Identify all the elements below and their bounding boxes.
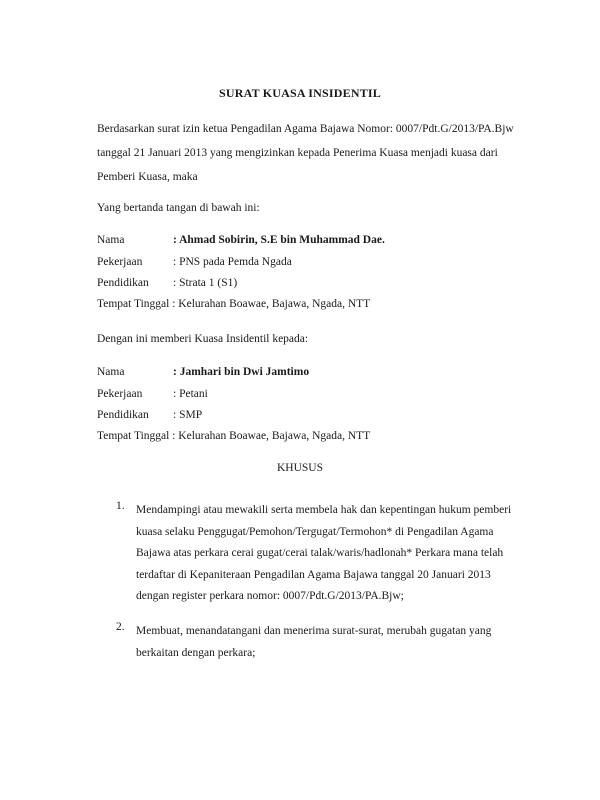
list-item-line: terdaftar di Kepaniteraan Pengadilan Agama Bajawa tanggal 20 Januari 2013 [136,568,491,581]
list-item-line: Membuat, menandatangani dan menerima surat-surat, merubah gugatan yang [136,625,492,637]
document-title: SURAT KUASA INSIDENTIL [218,86,381,100]
list-item-line: Mendampingi atau mewakili serta membela hak dan kepentingan hukum pemberi [136,504,512,516]
receiver-name-label: Nama [97,366,125,378]
receiver-address-label: Tempat Tinggal [97,430,170,442]
list-item-text [136,621,526,664]
receiver-name-row [97,366,309,378]
receiver-education-row [97,409,202,421]
list-item-line: berkaitan dengan perkara; [136,646,256,659]
list-item-number: 2. [116,621,125,633]
receiver-name-value: : Jamhari bin Dwi Jamtimo [173,366,310,378]
giver-name-row [97,234,385,246]
giver-job-row [97,256,292,268]
intro-line-1: Berdasarkan surat izin ketua Pengadilan Agama Bajawa Nomor: 0007/Pdt.G/2013/PA.Bjw [97,123,514,135]
receiver-job-row [97,388,208,400]
receiver-education-value: : SMP [173,409,203,421]
giver-job-label: Pekerjaan [97,256,143,268]
list-item-line: Bajawa atas perkara cerai gugat/cerai talak/waris/hadlonah* Perkara mana telah [136,547,504,559]
signer-intro: Yang bertanda tangan di bawah ini: [97,202,260,214]
receiver-job-value: : Petani [173,388,208,400]
receiver-education-label: Pendidikan [97,409,149,421]
giver-name-value: : Ahmad Sobirin, S.E bin Muhammad Dae. [173,234,385,246]
receiver-address-value: : Kelurahan Boawae, Bajawa, Ngada, NTT [169,430,371,442]
list-item-number: 1. [116,500,125,512]
giver-education-value: : Strata 1 (S1) [173,277,238,289]
receiver-job-label: Pekerjaan [97,388,143,400]
giver-address-label: Tempat Tinggal [97,298,170,310]
list-item-text [136,500,526,608]
giver-address-row [97,298,370,310]
list-item-line: dengan register perkara nomor: 0007/Pdt.G/2013/PA.Bjw; [136,590,404,602]
giver-education-label: Pendidikan [97,277,149,289]
receiver-intro: Dengan ini memberi Kuasa Insidentil kepada: [97,333,309,345]
khusus-heading: KHUSUS [276,462,323,474]
intro-line-2: tanggal 21 Januari 2013 yang mengizinkan kepada Penerima Kuasa menjadi kuasa dari [97,147,498,159]
intro-line-3: Pemberi Kuasa, maka [97,171,198,183]
giver-education-row [97,277,237,289]
giver-name-label: Nama [97,234,125,246]
giver-job-value: : PNS pada Pemda Ngada [173,256,292,268]
receiver-address-row [97,430,370,442]
list-item-line: kuasa selaku Penggugat/Pemohon/Tergugat/Termohon* di Pengadilan Agama [136,525,494,538]
giver-address-value: : Kelurahan Boawae, Bajawa, Ngada, NTT [169,298,371,310]
